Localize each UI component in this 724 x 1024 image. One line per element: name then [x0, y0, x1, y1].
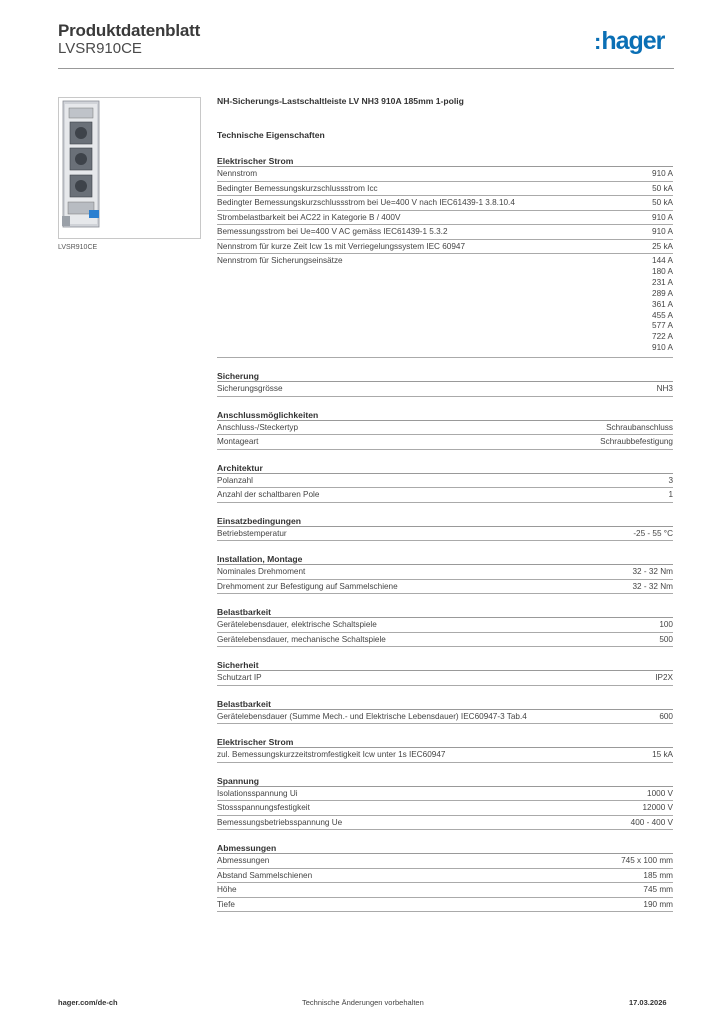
- spec-row: [217, 633, 673, 648]
- spec-value-list: [644, 256, 673, 357]
- spec-value: 185 mm: [643, 870, 673, 880]
- spec-row: [217, 211, 673, 226]
- spec-value: 600: [659, 711, 673, 721]
- spec-row: [217, 801, 673, 816]
- spec-label: Höhe: [217, 885, 237, 895]
- spec-label: Strombelastbarkeit bei AC22 in Kategorie B / 400V: [217, 212, 401, 222]
- spec-row: [217, 435, 673, 450]
- spec-value: 577 A: [652, 321, 673, 331]
- spec-value: 455 A: [652, 310, 673, 320]
- spec-value: 500: [659, 634, 673, 644]
- spec-label: Bemessungsbetriebsspannung Ue: [217, 817, 343, 827]
- spec-label: Schutzart IP: [217, 673, 262, 683]
- spec-label: Nennstrom: [217, 169, 258, 178]
- section-title: Abmessungen: [217, 841, 673, 854]
- spec-label: Bedingter Bemessungskurzschlussstrom Icc: [217, 183, 378, 193]
- spec-value: 180 A: [652, 266, 673, 276]
- spec-label: Nominales Drehmoment: [217, 567, 306, 577]
- spec-label: Bedingter Bemessungskurzschlussstrom bei Ue=400 V nach IEC61439-1 3.8.10.4: [217, 198, 515, 207]
- spec-value: 3: [668, 475, 673, 485]
- spec-row: [217, 382, 673, 397]
- spec-row: [217, 527, 673, 542]
- spec-label: Polanzahl: [217, 475, 253, 485]
- spec-value: -25 - 55 °C: [633, 528, 673, 538]
- hager-logo: :hager: [594, 27, 665, 55]
- section-title: Sicherung: [217, 369, 673, 382]
- spec-value: 361 A: [652, 299, 673, 309]
- spec-value: 32 - 32 Nm: [632, 581, 673, 591]
- spec-label: Drehmoment zur Befestigung auf Sammelschiene: [217, 581, 398, 591]
- spec-value: 910 A: [652, 227, 673, 236]
- tech-properties-title: Technische Eigenschaften: [217, 130, 325, 140]
- spec-value: 910 A: [652, 212, 673, 222]
- spec-value: 100: [659, 620, 673, 630]
- spec-label: Gerätelebensdauer (Summe Mech.- und Elektrische Lebensdauer) IEC60947-3 Tab.4: [217, 711, 527, 721]
- spec-row: [217, 488, 673, 503]
- spec-value: 1: [668, 490, 673, 500]
- spec-value: 910 A: [652, 343, 673, 353]
- spec-value: IP2X: [655, 673, 673, 683]
- tech-data-table: [217, 96, 673, 912]
- spec-value: 722 A: [652, 332, 673, 342]
- spec-label: Gerätelebensdauer, mechanische Schaltspiele: [217, 634, 386, 644]
- section-title: Architektur: [217, 461, 673, 474]
- spec-label: Nennstrom für kurze Zeit Icw 1s mit Verriegelungssystem IEC 60947: [217, 241, 465, 251]
- footer-date: 17.03.2026: [629, 998, 667, 1007]
- spec-value: 144 A: [652, 256, 673, 265]
- spec-label: Anschluss-/Steckertyp: [217, 422, 298, 432]
- spec-value: 190 mm: [643, 899, 673, 909]
- spec-label: Abmessungen: [217, 856, 270, 866]
- spec-row: [217, 816, 673, 831]
- spec-label: Stossspannungsfestigkeit: [217, 803, 310, 813]
- product-code: LVSR910CE: [58, 40, 142, 57]
- footer-notice: Technische Änderungen vorbehalten: [302, 998, 424, 1007]
- spec-value: Schraubanschluss: [606, 422, 673, 432]
- spec-value: 745 x 100 mm: [621, 856, 673, 866]
- spec-row: [217, 618, 673, 633]
- section-title: Anschlussmöglichkeiten: [217, 408, 673, 421]
- section-title: Elektrischer Strom: [217, 154, 673, 167]
- spec-row: [217, 898, 673, 913]
- spec-label: Gerätelebensdauer, elektrische Schaltspiele: [217, 620, 377, 630]
- spec-value: 12000 V: [642, 803, 673, 813]
- header-divider: [58, 68, 674, 69]
- spec-row: [217, 883, 673, 898]
- spec-row: [217, 196, 673, 211]
- section-title: Elektrischer Strom: [217, 735, 673, 748]
- spec-value: 50 kA: [652, 198, 673, 207]
- spec-row: [217, 421, 673, 436]
- spec-value: 15 kA: [652, 750, 673, 760]
- spec-label: Montageart: [217, 437, 259, 447]
- spec-value: NH3: [656, 384, 673, 394]
- spec-value: 745 mm: [643, 885, 673, 895]
- spec-row: [217, 254, 673, 358]
- image-caption: LVSR910CE: [58, 244, 98, 251]
- spec-row: [217, 580, 673, 595]
- spec-row: [217, 565, 673, 580]
- spec-label: zul. Bemessungskurzzeitstromfestigkeit Icw unter 1s IEC60947: [217, 750, 446, 760]
- footer-website: hager.com/de-ch: [58, 998, 118, 1007]
- spec-row: [217, 182, 673, 197]
- spec-value: Schraubbefestigung: [600, 437, 673, 447]
- spec-value: 289 A: [652, 288, 673, 298]
- section-title: Sicherheit: [217, 658, 673, 671]
- spec-label: Isolationsspannung Ui: [217, 788, 298, 798]
- product-description: NH-Sicherungs-Lastschaltleiste LV NH3 910A 185mm 1-polig: [217, 96, 464, 106]
- section-title: Einsatzbedingungen: [217, 514, 673, 527]
- section-title: Spannung: [217, 774, 673, 787]
- spec-label: Anzahl der schaltbaren Pole: [217, 490, 320, 500]
- spec-row: [217, 167, 673, 182]
- page-title: Produktdatenblatt: [58, 21, 201, 40]
- spec-label: Bemessungsstrom bei Ue=400 V AC gemäss IEC61439-1 5.3.2: [217, 227, 448, 236]
- spec-label: Betriebstemperatur: [217, 528, 287, 538]
- spec-value: 1000 V: [647, 788, 673, 798]
- spec-value: 400 - 400 V: [630, 817, 673, 827]
- spec-label: Nennstrom für Sicherungseinsätze: [217, 256, 343, 265]
- product-image: [58, 97, 201, 239]
- spec-row: [217, 225, 673, 240]
- spec-label: Sicherungsgrösse: [217, 384, 283, 394]
- spec-row: [217, 240, 673, 255]
- spec-label: Tiefe: [217, 899, 235, 909]
- spec-row: [217, 671, 673, 686]
- spec-row: [217, 787, 673, 802]
- spec-row: [217, 869, 673, 884]
- section-title: Installation, Montage: [217, 552, 673, 565]
- spec-value: 25 kA: [652, 241, 673, 251]
- fuse-switch-disconnector-icon: [59, 98, 200, 238]
- spec-row: [217, 474, 673, 489]
- spec-value: 910 A: [652, 169, 673, 178]
- section-title: Belastbarkeit: [217, 605, 673, 618]
- spec-value: 32 - 32 Nm: [632, 567, 673, 577]
- spec-label: Abstand Sammelschienen: [217, 870, 313, 880]
- spec-value: 50 kA: [652, 183, 673, 193]
- spec-row: [217, 748, 673, 763]
- spec-row: [217, 854, 673, 869]
- spec-value: 231 A: [652, 277, 673, 287]
- spec-row: [217, 710, 673, 725]
- section-title: Belastbarkeit: [217, 697, 673, 710]
